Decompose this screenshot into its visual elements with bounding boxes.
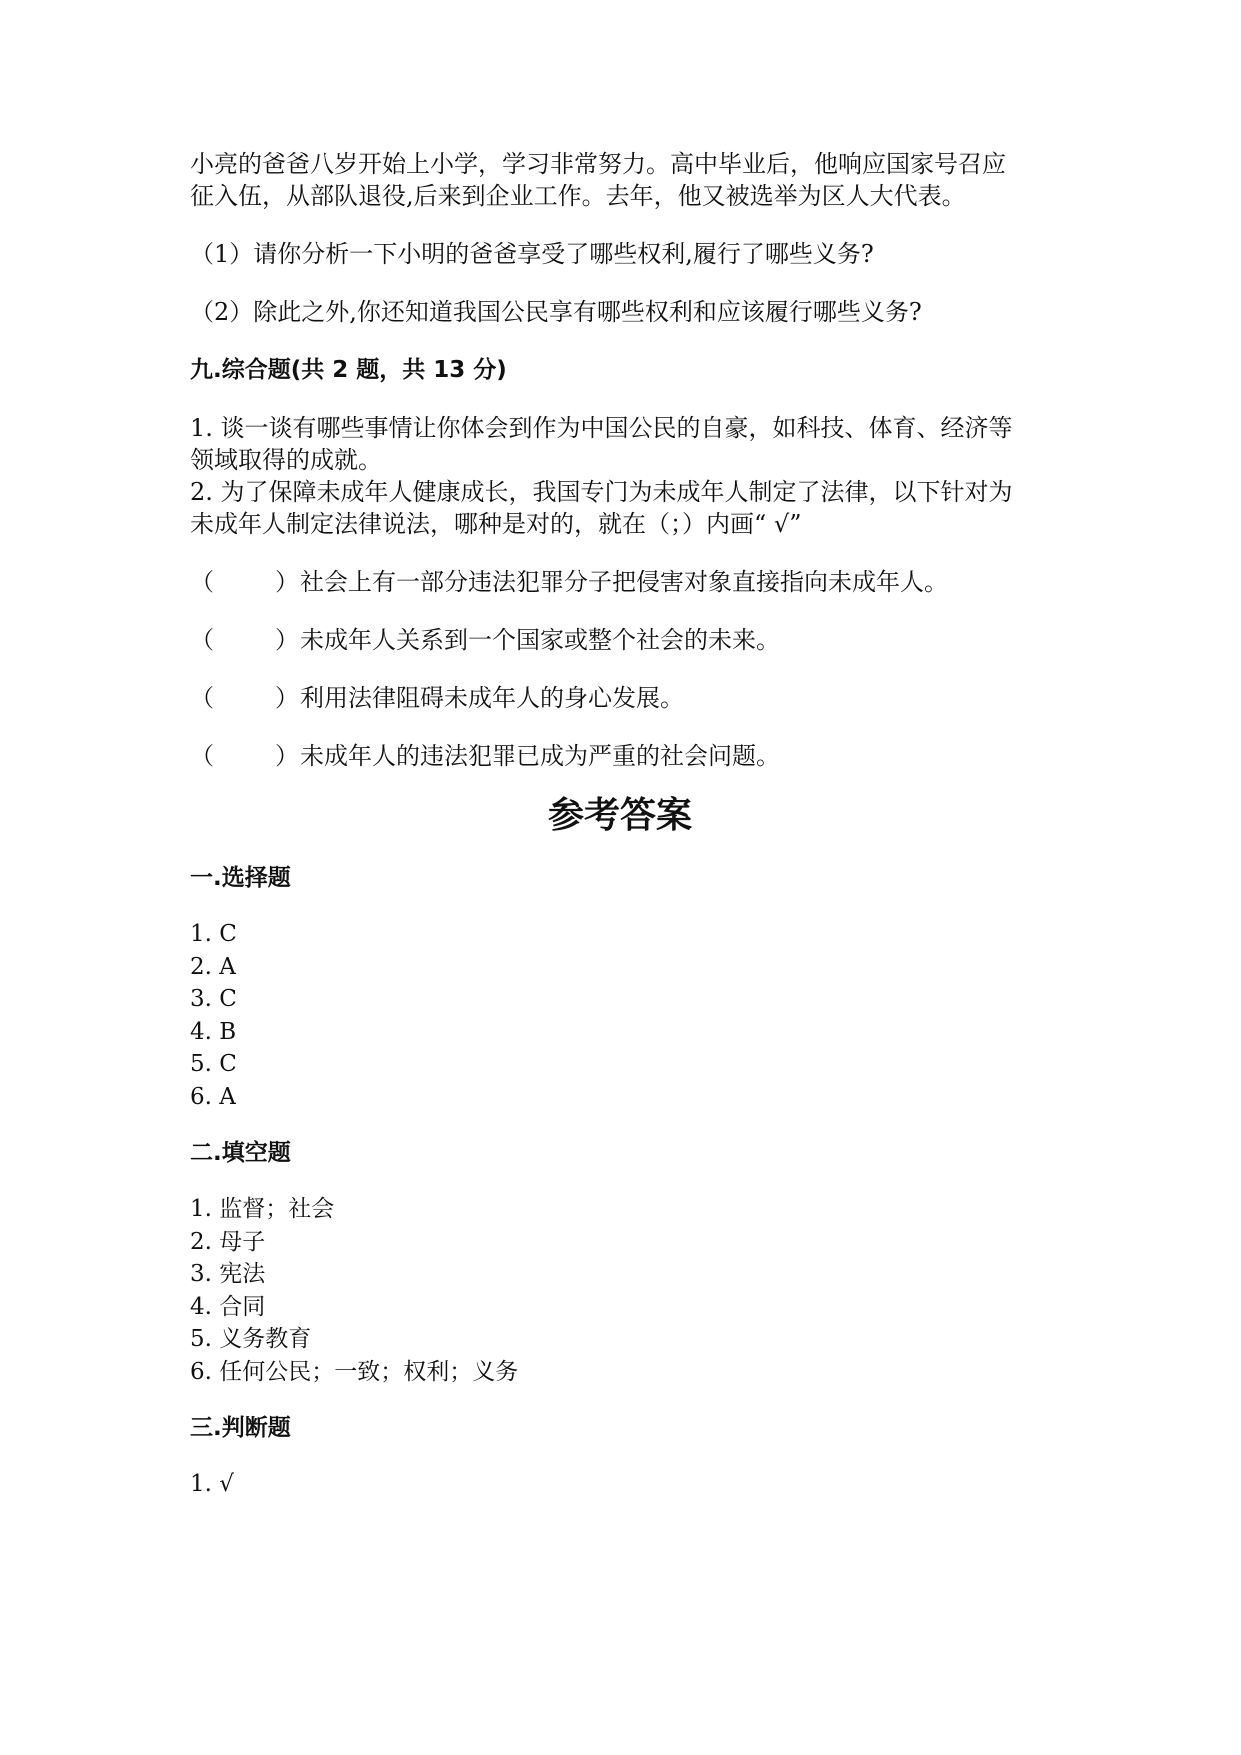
answer-item: 6. A — [190, 1083, 236, 1110]
answer-item: 6. 任何公民；一致；权利；义务 — [190, 1358, 519, 1385]
answers-section-heading: 二.填空题 — [190, 1140, 291, 1166]
answer-item: 5. 义务教育 — [190, 1326, 312, 1352]
judge-item-text: 社会上有一部分违法犯罪分子把侵害对象直接指向未成年人。 — [300, 568, 948, 596]
answers-section-heading: 一.选择题 — [190, 865, 291, 891]
answer-item: 4. B — [190, 1018, 237, 1045]
answer-item: 4. 合同 — [190, 1293, 266, 1320]
judge-item — [190, 566, 1050, 598]
answer-blank[interactable]: （ ） — [190, 626, 300, 654]
section-9-q1-line-2: 领域取得的成就。 — [190, 446, 382, 474]
answers-section-heading: 三.判断题 — [190, 1415, 291, 1441]
judge-item-text: 未成年人的违法犯罪已成为严重的社会问题。 — [300, 742, 780, 770]
judge-item-text: 未成年人关系到一个国家或整个社会的未来。 — [300, 626, 780, 654]
answer-item: 1. C — [190, 921, 237, 947]
answers-list-fill — [190, 1193, 1050, 1388]
sub-question-1: （1）请你分析一下小明的爸爸享受了哪些权利,履行了哪些义务? — [190, 240, 874, 268]
intro-line-1: 小亮的爸爸八岁开始上小学，学习非常努力。高中毕业后，他响应国家号召应 — [190, 150, 1006, 178]
document-page — [190, 148, 1050, 1501]
answer-item: 3. 宪法 — [190, 1261, 266, 1287]
section-9-q2-line-2: 未成年人制定法律说法，哪种是对的，就在（；）内画“ √” — [190, 510, 802, 538]
answer-blank[interactable]: （ ） — [190, 568, 300, 596]
judge-item — [190, 740, 1050, 772]
sub-question-2: （2）除此之外,你还知道我国公民享有哪些权利和应该履行哪些义务? — [190, 298, 922, 326]
answer-key-title: 参考答案 — [547, 795, 692, 836]
answer-blank[interactable]: （ ） — [190, 742, 300, 770]
judge-item — [190, 682, 1050, 714]
answer-item: 2. 母子 — [190, 1228, 266, 1255]
answers-list-judge — [190, 1468, 1050, 1501]
answer-item: 5. C — [190, 1051, 237, 1077]
answers-list-choice — [190, 918, 1050, 1113]
section-9-heading: 九.综合题(共 2 题，共 13 分) — [190, 357, 507, 383]
judge-item-text: 利用法律阻碍未成年人的身心发展。 — [300, 684, 684, 712]
section-9-q2-line-1: 2. 为了保障未成年人健康成长，我国专门为未成年人制定了法律，以下针对为 — [190, 478, 1013, 506]
answer-item: 2. A — [190, 953, 236, 980]
judge-item — [190, 624, 1050, 656]
answer-item: 1. 监督；社会 — [190, 1196, 335, 1222]
answer-item: 1. √ — [190, 1471, 234, 1497]
answer-blank[interactable]: （ ） — [190, 684, 300, 712]
intro-line-2: 征入伍，从部队退役,后来到企业工作。去年，他又被选举为区人大代表。 — [190, 182, 966, 210]
answer-item: 3. C — [190, 986, 237, 1012]
section-9-q1-line-1: 1. 谈一谈有哪些事情让你体会到作为中国公民的自豪，如科技、体育、经济等 — [190, 414, 1013, 442]
